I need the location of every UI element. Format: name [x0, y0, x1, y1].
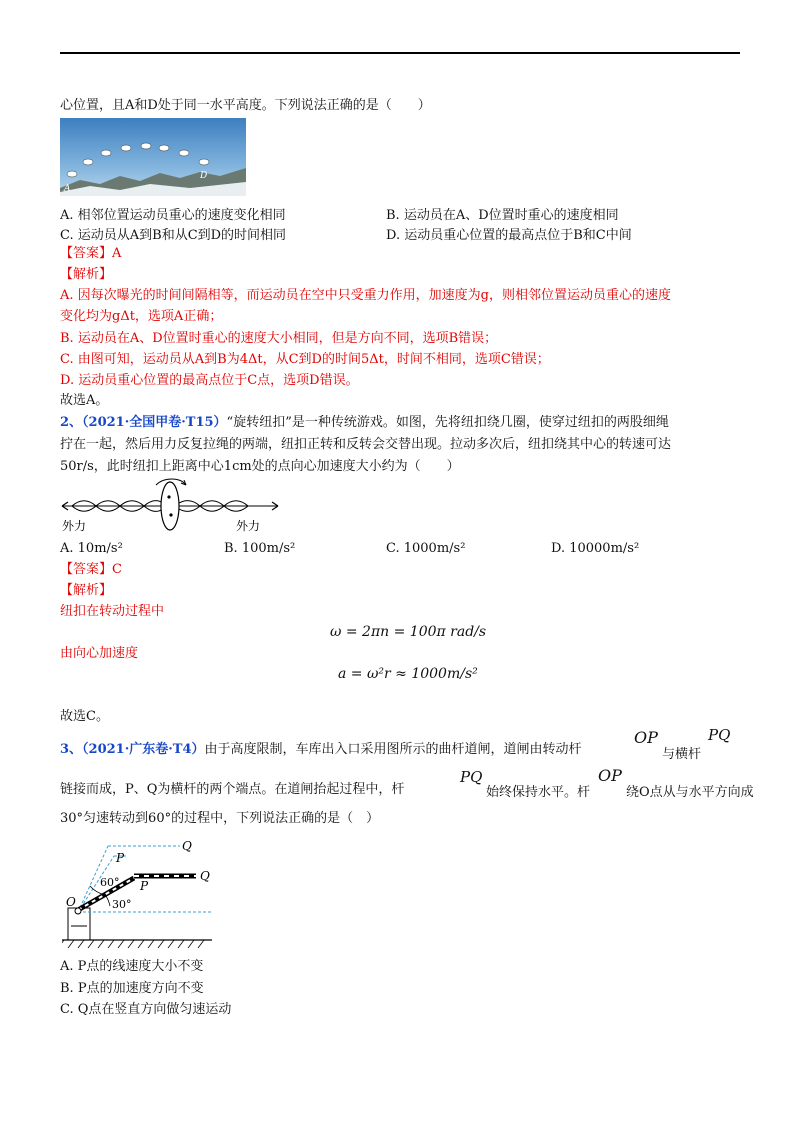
q1-analysis-line: A. 因每次曝光的时间间隔相等，而运动员在空中只受重力作用，加速度为g，则相邻位置运动员重心的速度 — [60, 288, 671, 303]
q3-fig-label: Q — [200, 869, 210, 883]
q2-conclusion: 故选C。 — [60, 709, 109, 724]
q3-option-a: A. P点的线速度大小不变 — [60, 959, 204, 974]
q3-option-c: C. Q点在竖直方向做匀速运动 — [60, 1002, 232, 1017]
q3-fig-label: Q — [182, 839, 192, 853]
q1-analysis-line: C. 由图可知，运动员从A到B为4Δt，从C到D的时间5Δt，时间不相同，选项C错误； — [60, 352, 550, 367]
q3-number: 3、（2021·广东卷·T4） — [60, 742, 205, 757]
q3-text-2b: 始终保持水平。杆 — [486, 785, 591, 800]
q3-fig-label: 30° — [112, 898, 132, 911]
q3-op-inline: OP — [598, 766, 622, 785]
q1-analysis-title: 【解析】 — [60, 267, 113, 282]
q3-figure — [62, 834, 222, 952]
q2-text-1: “旋转纽扣”是一种传统游戏。如图，先将纽扣绕几圈，使穿过纽扣的两股细绳 — [226, 415, 669, 430]
q1-conclusion: 故选A。 — [60, 393, 109, 408]
header-rule — [60, 52, 740, 54]
q2-analysis-line-2: 由向心加速度 — [60, 646, 139, 661]
q2-formula-accel: a = ω²r ≈ 1000m/s² — [338, 666, 478, 682]
q2-formula-omega: ω = 2πn = 100π rad/s — [330, 624, 487, 640]
q1-photo — [60, 118, 246, 196]
q2-number: 2、（2021·全国甲卷·T15） — [60, 415, 227, 430]
q1-option-c: C. 运动员从A到B和从C到D的时间相同 — [60, 228, 287, 243]
q1-intro: 心位置，且A和D处于同一水平高度。下列说法正确的是（ ） — [60, 98, 431, 113]
q2-text-3: 50r/s，此时纽扣上距离中心1cm处的点向心加速度大小约为（ ） — [60, 459, 460, 474]
q3-text-2: 链接而成，P、Q为横杆的两个端点。在道闸抬起过程中，杆 — [60, 782, 405, 797]
q3-text-2c: 绕O点从与水平方向成 — [626, 785, 754, 800]
q1-answer: 【答案】A — [60, 246, 122, 261]
q3-text-3: 30°匀速转动到60°的过程中，下列说法正确的是（ ） — [60, 811, 380, 826]
q3-option-b: B. P点的加速度方向不变 — [60, 981, 204, 996]
q2-option-a: A. 10m/s² — [60, 541, 123, 556]
q2-analysis-title: 【解析】 — [60, 583, 113, 598]
q3-fig-label: P — [116, 851, 125, 865]
q3-fig-label: P — [140, 879, 149, 893]
q1-analysis-line: 变化均为gΔt，选项A正确； — [60, 309, 223, 324]
q1-option-a: A. 相邻位置运动员重心的速度变化相同 — [60, 208, 286, 223]
q3-with: 与横杆 — [662, 747, 702, 762]
q2-figure-label-left: 外力 — [62, 519, 87, 533]
q1-option-b: B. 运动员在A、D位置时重心的速度相同 — [386, 208, 619, 223]
q2-option-d: D. 10000m/s² — [551, 541, 640, 556]
q3-line-2 — [60, 781, 404, 799]
q1-analysis-line: D. 运动员重心位置的最高点位于C点，选项D错误。 — [60, 373, 359, 388]
q1-photo-label-a: A — [64, 184, 71, 194]
q3-text-1: 由于高度限制，车库出入口采用图所示的曲杆道闸，道闸由转动杆 — [204, 742, 582, 757]
q1-analysis-line: B. 运动员在A、D位置时重心的速度大小相同，但是方向不同，选项B错误； — [60, 331, 498, 346]
q2-option-c: C. 1000m/s² — [386, 541, 466, 556]
q3-pq-inline: PQ — [460, 768, 483, 786]
q2-figure — [60, 477, 280, 535]
q2-answer: 【答案】C — [60, 562, 122, 577]
q3-fig-label: 60° — [100, 876, 120, 889]
q3-op-label: OP — [634, 728, 658, 747]
q2-text-2: 拧在一起，然后用力反复拉绳的两端，纽扣正转和反转会交替出现。拉动多次后，纽扣绕其中心的转速可达 — [60, 437, 672, 452]
q3-line-1 — [60, 741, 582, 759]
q1-photo-label-d: D — [200, 171, 208, 181]
q2-line-1 — [60, 414, 669, 432]
q2-figure-label-right: 外力 — [236, 519, 261, 533]
q2-analysis-line-1: 纽扣在转动过程中 — [60, 604, 165, 619]
q3-pq-label: PQ — [708, 726, 731, 744]
q3-fig-label: O — [66, 895, 76, 909]
q2-option-b: B. 100m/s² — [224, 541, 296, 556]
q1-option-d: D. 运动员重心位置的最高点位于B和C中间 — [386, 228, 632, 243]
